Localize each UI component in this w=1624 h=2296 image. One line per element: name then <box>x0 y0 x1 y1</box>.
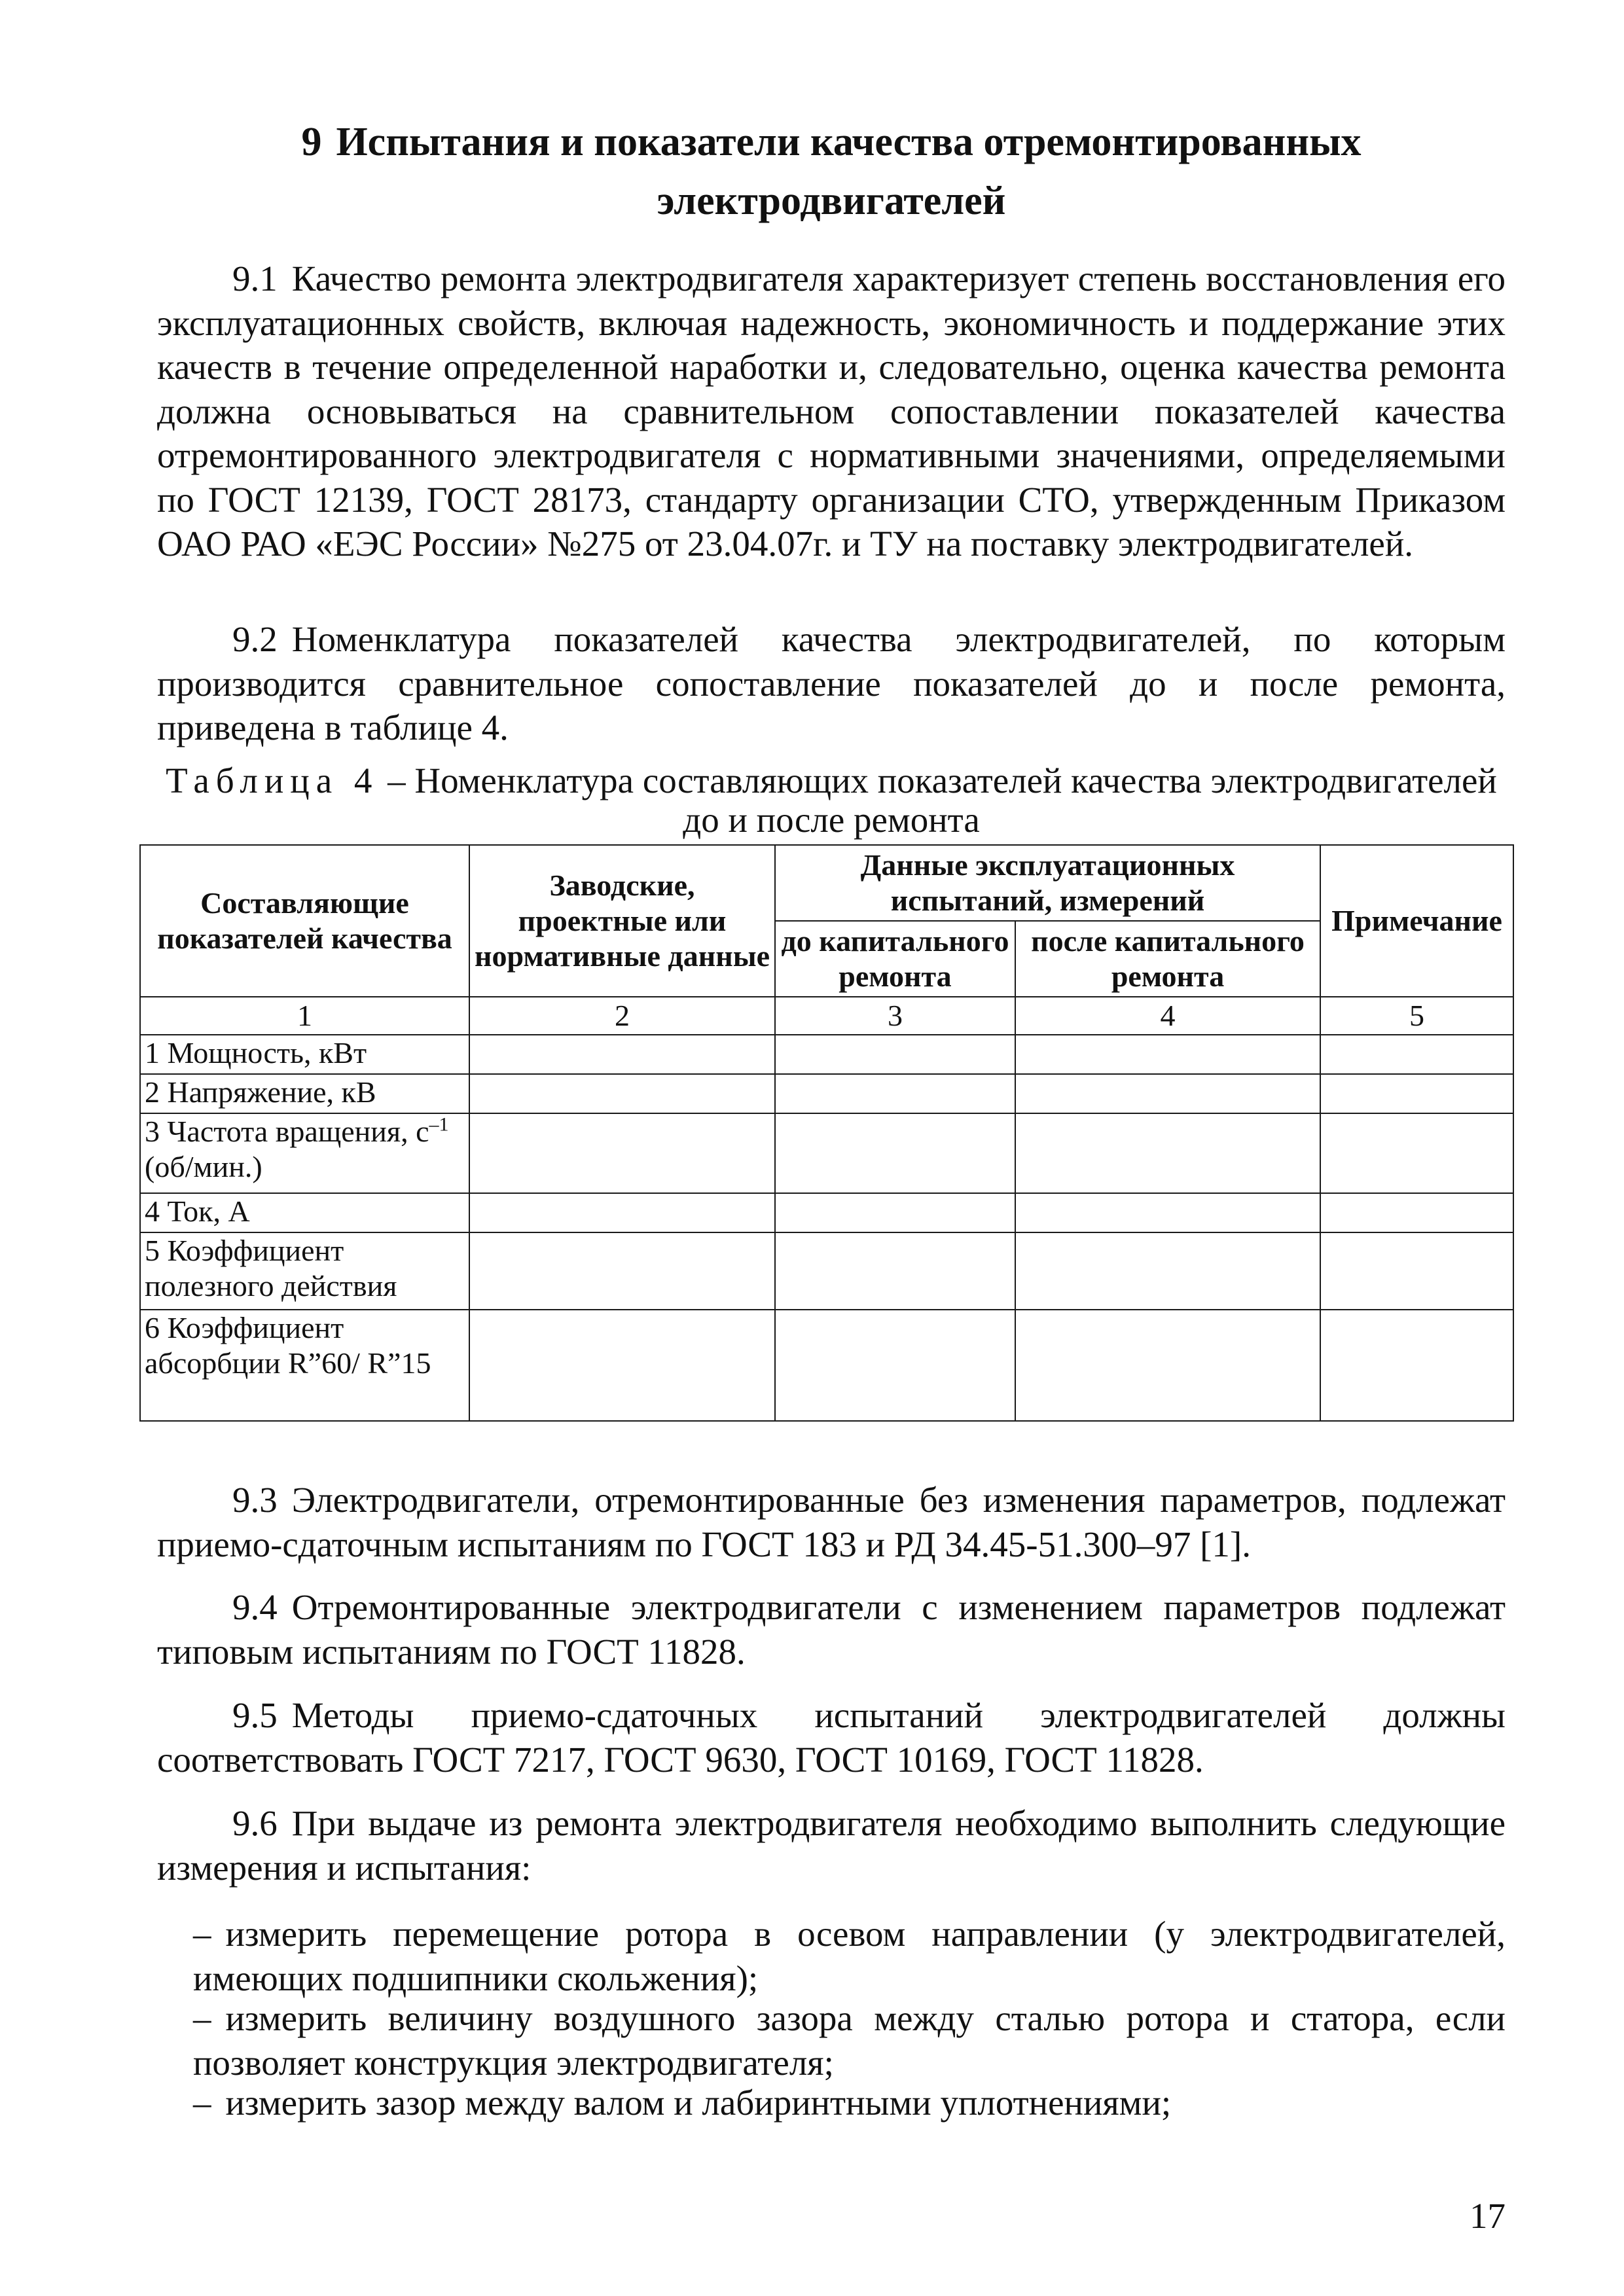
paragraph-9-4 <box>157 1585 1506 1674</box>
column-number: 2 <box>469 997 775 1035</box>
table-caption-label: Таблица 4 <box>166 761 379 800</box>
dash-marker: – <box>193 1914 211 1954</box>
paragraph-number: 9.3 <box>232 1480 278 1520</box>
column-number: 3 <box>775 997 1015 1035</box>
table-row <box>140 1074 1513 1113</box>
empty-cell <box>1015 1035 1320 1074</box>
paragraph-number: 9.5 <box>232 1695 278 1735</box>
bullet-text: измерить зазор между валом и лабиринтными уплотнениями; <box>225 2083 1172 2123</box>
bullet-item <box>193 1912 1506 2000</box>
dash-marker: – <box>193 1998 211 2038</box>
row-label <box>140 1113 469 1193</box>
column-number: 4 <box>1015 997 1320 1035</box>
table-row <box>140 1193 1513 1232</box>
table-caption <box>157 761 1506 840</box>
empty-cell <box>1015 1232 1320 1310</box>
paragraph-text: При выдаче из ремонта электродвигателя необходимо выполнить следующие измерения и испытания: <box>157 1803 1506 1888</box>
header-after-repair: после капитального ремонта <box>1015 921 1320 997</box>
empty-cell <box>1015 1310 1320 1421</box>
empty-cell <box>469 1310 775 1421</box>
dash-marker: – <box>193 2083 211 2123</box>
paragraph-text: Электродвигатели, отремонтированные без изменения параметров, подлежат приемо-сдаточным испытаниям по ГОСТ 183 и РД 34.45-51.300–97 [1]. <box>157 1480 1506 1564</box>
empty-cell <box>1320 1193 1513 1232</box>
empty-cell <box>469 1232 775 1310</box>
paragraph-number: 9.4 <box>232 1587 278 1627</box>
empty-cell <box>1320 1113 1513 1193</box>
empty-cell <box>775 1310 1015 1421</box>
bullet-text: измерить перемещение ротора в осевом направлении (у электродвигателей, имеющих подшипники скольжения); <box>193 1914 1506 1998</box>
paragraph-text: Номенклатура показателей качества электродвигателей, по которым производится сравнительное сопоставление показателей до и после ремонта, приведена в таблице 4. <box>157 619 1506 747</box>
paragraph-text: Качество ремонта электродвигателя характеризует степень восстановления его эксплуатационных свойств, включая надежность, экономичность и поддержание этих качеств в течение определенной наработки и, следовательно, оценка качества ремонта должна основываться на сравнительном сопоставлении показателей качества отремонтированного электродвигателя с нормативными значениями, определяемыми по ГОСТ 12139, ГОСТ 28173, стандарту организации СТО, утвержденным Приказом ОАО РАО «ЕЭС России» №275 от 23.04.07г. и ТУ на поставку электродвигателей. <box>157 259 1506 564</box>
table-row <box>140 1113 1513 1193</box>
empty-cell <box>1320 1232 1513 1310</box>
header-note: Примечание <box>1320 845 1513 997</box>
table-row <box>140 1232 1513 1310</box>
bullet-item <box>193 2081 1506 2125</box>
header-operational-data: Данные эксплуатационных испытаний, измерений <box>775 845 1320 921</box>
row-label: 2 Напряжение, кВ <box>140 1074 469 1113</box>
page-number: 17 <box>1470 2196 1506 2236</box>
row-label: 1 Мощность, кВт <box>140 1035 469 1074</box>
empty-cell <box>775 1232 1015 1310</box>
column-numbers-row <box>140 997 1513 1035</box>
empty-cell <box>1320 1035 1513 1074</box>
paragraph-9-2 <box>157 617 1506 750</box>
empty-cell <box>1015 1074 1320 1113</box>
column-number: 5 <box>1320 997 1513 1035</box>
row-label-text: 3 Частота вращения, с <box>145 1115 429 1148</box>
quality-indicators-table <box>139 844 1514 1422</box>
column-number: 1 <box>140 997 469 1035</box>
empty-cell <box>775 1193 1015 1232</box>
paragraph-number: 9.1 <box>232 259 278 298</box>
table-row <box>140 1035 1513 1074</box>
row-label: 4 Ток, А <box>140 1193 469 1232</box>
empty-cell <box>1320 1074 1513 1113</box>
section-title: Испытания и показатели качества отремонтированных электродвигателей <box>336 120 1362 223</box>
empty-cell <box>775 1035 1015 1074</box>
empty-cell <box>775 1113 1015 1193</box>
empty-cell <box>469 1113 775 1193</box>
empty-cell <box>469 1193 775 1232</box>
empty-cell <box>775 1074 1015 1113</box>
empty-cell <box>469 1035 775 1074</box>
empty-cell <box>1015 1113 1320 1193</box>
header-factory-data: Заводские, проектные или нормативные данные <box>469 845 775 997</box>
empty-cell <box>469 1074 775 1113</box>
header-before-repair: до капитального ремонта <box>775 921 1015 997</box>
section-number: 9 <box>301 120 322 164</box>
bullet-text: измерить величину воздушного зазора между сталью ротора и статора, если позволяет конструкция электродвигателя; <box>193 1998 1506 2083</box>
paragraph-9-3 <box>157 1478 1506 1566</box>
row-label: 5 Коэффициент полезного действия <box>140 1232 469 1310</box>
empty-cell <box>1320 1310 1513 1421</box>
paragraph-9-1 <box>157 257 1506 566</box>
bullet-item <box>193 1996 1506 2085</box>
row-label-unit: (об/мин.) <box>145 1150 262 1183</box>
paragraph-text: Методы приемо-сдаточных испытаний электродвигателей должны соответствовать ГОСТ 7217, ГОСТ 9630, ГОСТ 10169, ГОСТ 11828. <box>157 1695 1506 1780</box>
paragraph-text: Отремонтированные электродвигатели с изменением параметров подлежат типовым испытаниям по ГОСТ 11828. <box>157 1587 1506 1672</box>
paragraph-number: 9.6 <box>232 1803 278 1843</box>
table-caption-text: – Номенклатура составляющих показателей качества электродвигателей до и после ремонта <box>388 761 1497 840</box>
empty-cell <box>1015 1193 1320 1232</box>
section-heading <box>157 113 1506 230</box>
paragraph-9-6 <box>157 1801 1506 1890</box>
table-row <box>140 1310 1513 1421</box>
paragraph-9-5 <box>157 1693 1506 1782</box>
paragraph-number: 9.2 <box>232 619 278 659</box>
header-components: Составляющие показателей качества <box>140 845 469 997</box>
row-label-superscript: –1 <box>429 1113 449 1136</box>
row-label: 6 Коэффициент абсорбции R”60/ R”15 <box>140 1310 469 1421</box>
